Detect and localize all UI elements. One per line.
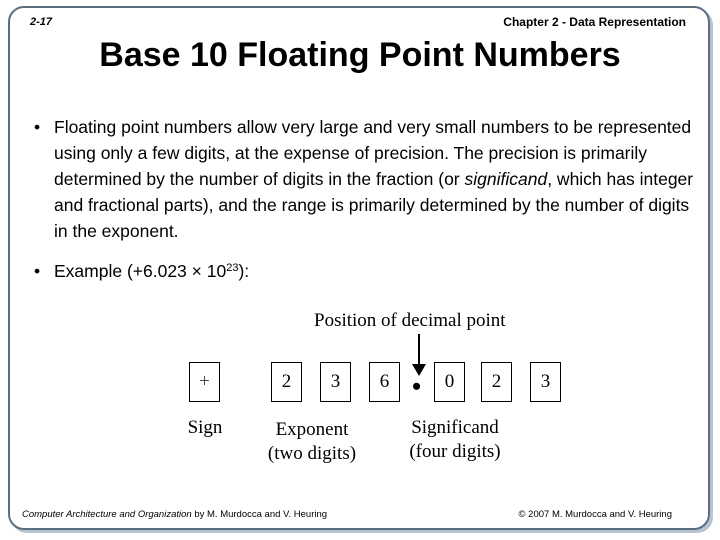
bullet-example bbox=[34, 258, 434, 284]
exponent-superscript: 23 bbox=[226, 262, 239, 274]
sign-box: + bbox=[189, 362, 220, 402]
exponent-digit-box: 2 bbox=[271, 362, 302, 402]
book-title: Computer Architecture and Organization bbox=[22, 509, 192, 520]
significand-term: significand bbox=[464, 169, 548, 189]
floating-point-diagram bbox=[0, 300, 720, 480]
bullet-description-text: Floating point numbers allow very large and very small numbers to be represented using only a few digits, at the expense of precision. The precision is primarily determined by the number of digits in the fraction (or significand, which has integer and fractional parts), and the range is primarily determined by the number of digits in the exponent. bbox=[54, 117, 694, 241]
decimal-point-arrow bbox=[418, 334, 420, 368]
chapter-heading: Chapter 2 - Data Representation bbox=[503, 15, 686, 29]
significand-digit-box: 2 bbox=[481, 362, 512, 402]
significand-label: Significand (four digits) bbox=[409, 417, 501, 462]
bullet-description bbox=[34, 114, 694, 244]
exponent-digit-box: 3 bbox=[320, 362, 351, 402]
decimal-point-dot: • bbox=[412, 372, 422, 401]
exponent-label: Exponent (two digits) bbox=[267, 419, 357, 464]
footer-copyright: © 2007 M. Murdocca and V. Heuring bbox=[518, 509, 672, 520]
slide-number: 2-17 bbox=[30, 16, 53, 28]
book-authors: by M. Murdocca and V. Heuring bbox=[191, 509, 328, 520]
bullet-marker: • bbox=[34, 117, 41, 137]
significand-digit-box: 6 bbox=[369, 362, 400, 402]
bullet-example-text: Example $(+6.023 \times 10^{23})$: bbox=[54, 261, 250, 281]
slide-title: Base 10 Floating Point Numbers bbox=[99, 36, 621, 74]
significand-digit-box: 3 bbox=[530, 362, 561, 402]
decimal-point-label: Position of decimal point bbox=[314, 310, 506, 331]
footer-citation bbox=[22, 509, 327, 520]
bullet-marker: • bbox=[34, 261, 41, 281]
sign-label: Sign bbox=[187, 417, 223, 438]
significand-digit-box: 0 bbox=[434, 362, 465, 402]
